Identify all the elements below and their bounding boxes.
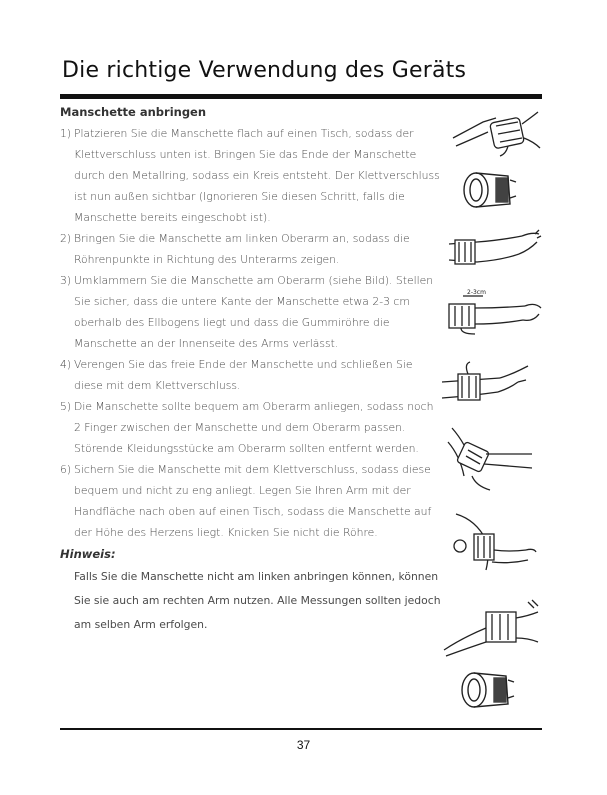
bottom-rule	[60, 728, 542, 730]
step-text: Umklammern Sie die Manschette am Oberarm (siehe Bild). Stellen Sie sicher, dass die untere Kante der Manschette etwa 2-3 cm oberhalb des Ellbogens liegt und dass die Gummiröhre die Manschette an der Innenseite des Arms verlässt.	[74, 274, 434, 350]
step-number: 4)	[60, 358, 72, 371]
step-text: Verengen Sie das freie Ende der Manschette und schließen Sie diese mit dem Klettverschluss.	[74, 358, 413, 392]
arm-with-cuff-illustration-3	[442, 598, 542, 658]
finger-gap-illustration	[446, 424, 534, 494]
step-2	[60, 228, 442, 270]
hint-title: Hinweis:	[60, 547, 116, 561]
cuff-position-illustration	[445, 284, 543, 336]
section-heading: Manschette anbringen	[60, 105, 207, 119]
step-1	[60, 123, 442, 228]
step-text: Platzieren Sie die Manschette flach auf einen Tisch, sodass der Klettverschluss unten ist. Bringen Sie das Ende der Manschette durch den Metallring, sodass ein Kreis entsteht. Der Klettverschluss ist nun außen sichtbar (Ignorieren Sie diesen Schritt, falls die Manschette bereits eingeschobt ist).	[74, 127, 440, 224]
step-6	[60, 459, 442, 543]
step-text: Bringen Sie die Manschette am linken Oberarm an, sodass die Röhrenpunkte in Richtung des Unterarms zeigen.	[74, 232, 410, 266]
hint-text: Falls Sie die Manschette nicht am linken anbringen können, können Sie sie auch am rechten Arm nutzen. Alle Messungen sollten jedoch am selben Arm erfolgen.	[74, 570, 441, 631]
instructions-column	[60, 101, 442, 637]
page-title: Die richtige Verwendung des Geräts	[62, 58, 467, 83]
step-number: 5)	[60, 400, 72, 413]
step-text: Die Manschette sollte bequem am Oberarm anliegen, sodass noch 2 Finger zwischen der Manschette und dem Oberarm passen. Störende Kleidungsstücke am Oberarm sollten entfernt werden.	[74, 400, 434, 455]
arm-with-cuff-illustration-2	[447, 228, 542, 274]
arm-on-table-illustration	[446, 510, 538, 580]
title-rule	[60, 94, 542, 99]
step-5	[60, 396, 442, 459]
cuff-tightening-illustration	[440, 360, 535, 408]
cuff-on-arm-illustration-1	[448, 108, 543, 158]
page-number: 37	[296, 738, 311, 752]
step-number: 6)	[60, 463, 72, 476]
step-number: 2)	[60, 232, 72, 245]
step-4	[60, 354, 442, 396]
step-number: 3)	[60, 274, 72, 287]
cuff-ring-illustration-2	[458, 668, 518, 712]
measure-label: 2-3cm	[467, 289, 486, 296]
step-3	[60, 270, 442, 354]
step-number: 1)	[60, 127, 72, 140]
step-text: Sichern Sie die Manschette mit dem Klettverschluss, sodass diese bequem und nicht zu eng anliegt. Legen Sie Ihren Arm mit der Handfläche nach oben auf einen Tisch, sodass die Manschette auf der Höhe des Herzens liegt. Knicken Sie nicht die Röhre.	[74, 463, 432, 539]
cuff-ring-illustration	[460, 168, 520, 212]
